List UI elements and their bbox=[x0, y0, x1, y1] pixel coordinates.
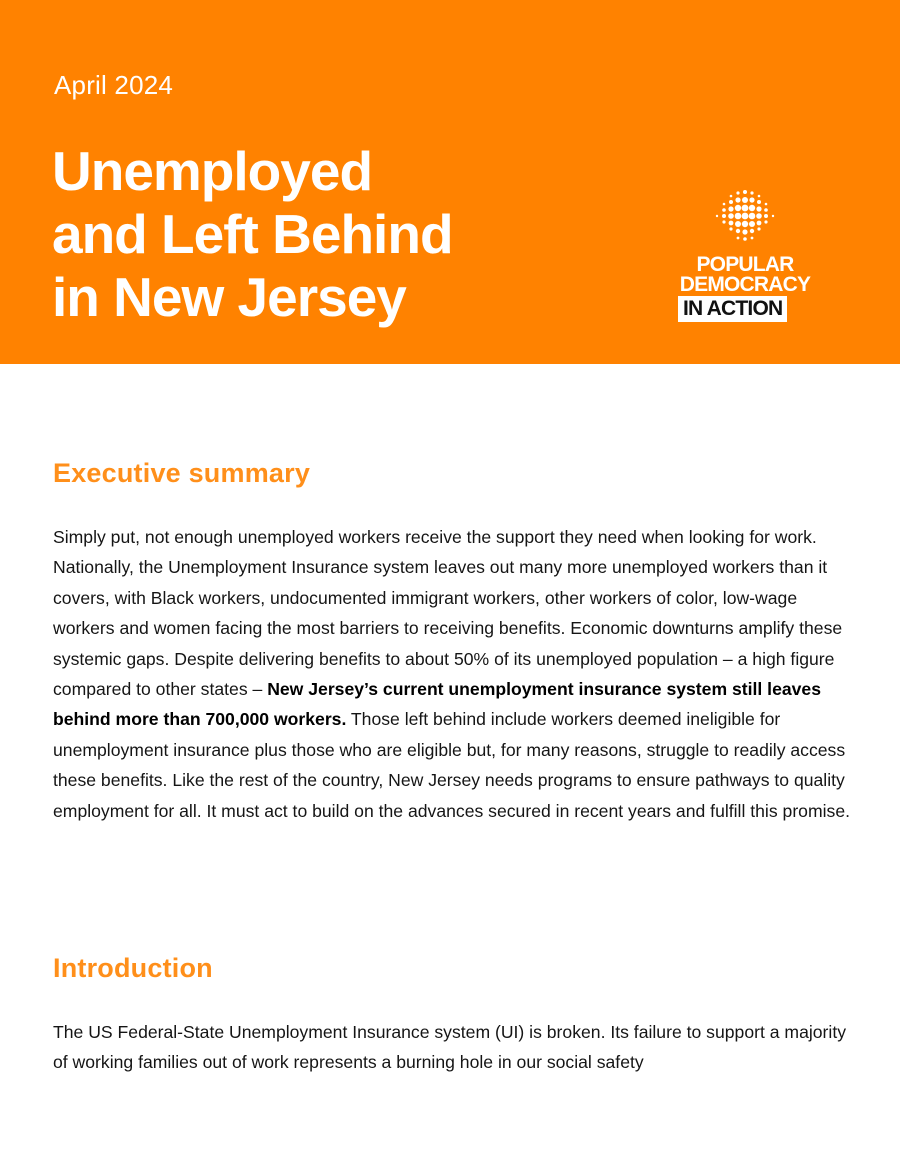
paragraph-text: Those left behind include workers deemed ineligible for unemployment insurance plus those who are eligible but, for many reasons, struggle to readily access these benefits. Like the rest of the country, New Jersey needs programs to ensure pathways to quality employment for all. It must act to build on the advances secured in recent years and fulfill this promise. bbox=[53, 709, 850, 821]
logo-text-in-action: IN ACTION bbox=[678, 296, 787, 322]
bold-highlight-text: New Jersey’s current unemployment insurance system still leaves behind more than 700,000 workers. bbox=[53, 679, 821, 730]
paragraph-text: Simply put, not enough unemployed workers receive the support they need when looking for work. Nationally, the Unemployment Insurance system leaves out many more unemployed workers than it covers, with Black workers, undocumented immigrant workers, other workers of color, low-wage workers and women facing the most barriers to receiving benefits. Economic downturns amplify these systemic gaps. Despite delivering benefits to about 50% of its unemployed population – a high figure compared to other states – bbox=[53, 527, 843, 700]
halftone-dots-icon bbox=[710, 188, 780, 248]
introduction-heading: Introduction bbox=[53, 953, 213, 983]
popular-democracy-logo bbox=[650, 188, 840, 328]
executive-summary-paragraph bbox=[53, 522, 853, 826]
logo-text-popular: POPULAR bbox=[696, 253, 794, 276]
page-title bbox=[52, 140, 453, 329]
title-line: Unemployed bbox=[52, 140, 373, 202]
introduction-paragraph: The US Federal-State Unemployment Insurance system (UI) is broken. Its failure to support a majority of working families out of work represents a burning hole in our social safety bbox=[53, 1022, 847, 1073]
title-line: and Left Behind bbox=[52, 203, 453, 265]
logo-text-democracy: DEMOCRACY bbox=[679, 273, 811, 296]
executive-summary-heading: Executive summary bbox=[53, 458, 311, 488]
publication-date: April 2024 bbox=[54, 70, 174, 100]
title-line: in New Jersey bbox=[52, 266, 406, 328]
header-banner bbox=[0, 0, 900, 364]
